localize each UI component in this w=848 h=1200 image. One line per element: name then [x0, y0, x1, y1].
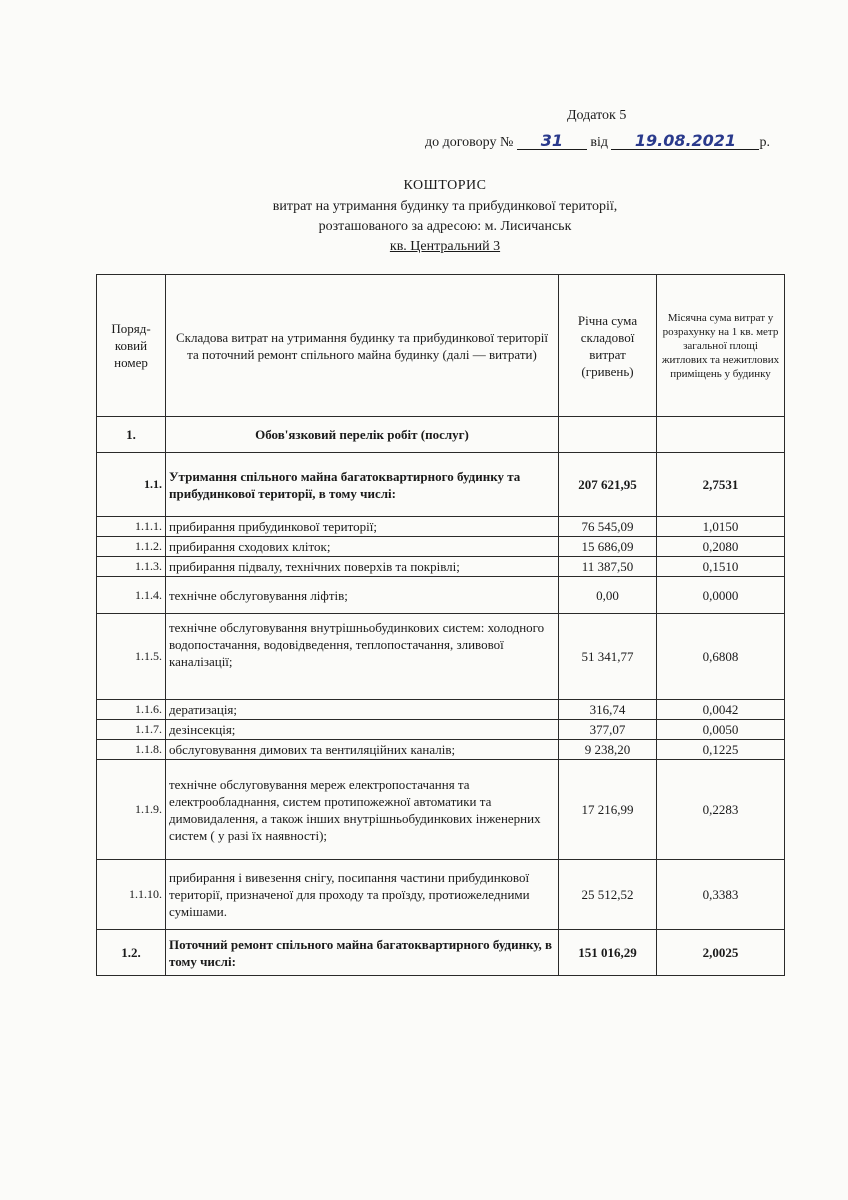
contract-prefix: до договору № [425, 135, 514, 150]
row-number: 1.2. [97, 930, 166, 976]
row-name: прибирання прибудинкової території; [166, 517, 559, 537]
row-number: 1.1.10. [97, 860, 166, 930]
table-row [97, 740, 785, 760]
row-number: 1.1.8. [97, 740, 166, 760]
row-annual: 9 238,20 [559, 740, 657, 760]
row-monthly: 0,0050 [657, 720, 785, 740]
row-number: 1.1.4. [97, 577, 166, 614]
row-annual: 51 341,77 [559, 614, 657, 700]
row-name: технічне обслуговування внутрішньобудинкових систем: холодного водопостачання, водовідведення, теплопостачання, зливової каналізації; [166, 614, 559, 700]
table-row [97, 453, 785, 517]
date-suffix: р. [759, 135, 770, 150]
row-name: технічне обслуговування ліфтів; [166, 577, 559, 614]
table-row [97, 517, 785, 537]
row-annual: 17 216,99 [559, 760, 657, 860]
row-monthly: 2,7531 [657, 453, 785, 517]
header-annual: Річна сума складової витрат (гривень) [559, 275, 657, 417]
row-name: Утримання спільного майна багатоквартирного будинку та прибудинкової території, в тому числі: [166, 453, 559, 517]
row-monthly: 1,0150 [657, 517, 785, 537]
date-prefix: від [590, 135, 608, 150]
row-monthly: 0,2080 [657, 537, 785, 557]
row-number: 1.1.9. [97, 760, 166, 860]
row-name: дезінсекція; [166, 720, 559, 740]
row-number: 1.1.5. [97, 614, 166, 700]
appendix-label: Додаток 5 [567, 108, 627, 123]
table-row [97, 760, 785, 860]
row-monthly: 2,0025 [657, 930, 785, 976]
row-annual: 76 545,09 [559, 517, 657, 537]
row-number: 1.1.2. [97, 537, 166, 557]
row-annual: 25 512,52 [559, 860, 657, 930]
table-row [97, 557, 785, 577]
row-monthly: 0,0042 [657, 700, 785, 720]
table-header-row [97, 275, 785, 417]
row-monthly: 0,6808 [657, 614, 785, 700]
contract-number: 31 [517, 133, 587, 150]
row-number: 1.1.3. [97, 557, 166, 577]
row-number: 1. [97, 417, 166, 453]
row-name: прибирання і вивезення снігу, посипання частини прибудинкової території, призначеної для проходу та проїзду, протиожеледними сумішами. [166, 860, 559, 930]
row-number: 1.1. [97, 453, 166, 517]
title-line-3 [0, 239, 848, 255]
row-annual: 151 016,29 [559, 930, 657, 976]
table-row [97, 577, 785, 614]
address-underlined: кв. Центральний 3 [389, 239, 501, 254]
row-number: 1.1.1. [97, 517, 166, 537]
row-annual: 316,74 [559, 700, 657, 720]
row-name: прибирання підвалу, технічних поверхів та покрівлі; [166, 557, 559, 577]
table-row [97, 537, 785, 557]
row-monthly: 0,1225 [657, 740, 785, 760]
header-number: Поряд-ковий номер [97, 275, 166, 417]
table-row [97, 700, 785, 720]
row-monthly: 0,3383 [657, 860, 785, 930]
row-annual: 0,00 [559, 577, 657, 614]
row-monthly [657, 417, 785, 453]
row-name: Обов'язковий перелік робіт (послуг) [166, 417, 559, 453]
document-title: КОШТОРИС [403, 178, 487, 193]
row-name: прибирання сходових кліток; [166, 537, 559, 557]
row-name: дератизація; [166, 700, 559, 720]
table-row [97, 614, 785, 700]
table-row [97, 720, 785, 740]
row-annual: 377,07 [559, 720, 657, 740]
row-name: обслуговування димових та вентиляційних каналів; [166, 740, 559, 760]
row-number: 1.1.7. [97, 720, 166, 740]
row-monthly: 0,0000 [657, 577, 785, 614]
row-monthly: 0,1510 [657, 557, 785, 577]
row-annual: 207 621,95 [559, 453, 657, 517]
row-monthly: 0,2283 [657, 760, 785, 860]
table-row [97, 860, 785, 930]
header-monthly: Місячна сума витрат у розрахунку на 1 кв. метр загальної площі житлових та нежитлових приміщень у будинку [657, 275, 785, 417]
estimate-table [96, 274, 785, 976]
header-component: Складова витрат на утримання будинку та прибудинкової території та поточний ремонт спільного майна будинку (далі — витрати) [166, 275, 559, 417]
row-name: Поточний ремонт спільного майна багатоквартирного будинку, в тому числі: [166, 930, 559, 976]
row-number: 1.1.6. [97, 700, 166, 720]
title-line-1: витрат на утримання будинку та прибудинкової території, [272, 199, 618, 214]
row-annual [559, 417, 657, 453]
row-annual: 11 387,50 [559, 557, 657, 577]
title-line-2: розташованого за адресою: м. Лисичанськ [318, 219, 572, 234]
contract-date: 19.08.2021 [611, 133, 759, 150]
contract-line [425, 133, 770, 151]
row-annual: 15 686,09 [559, 537, 657, 557]
table-row [97, 930, 785, 976]
row-name: технічне обслуговування мереж електропостачання та електрообладнання, систем протипожежної автоматики та димовидалення, а також інших внутрішньобудинкових інженерних систем ( у разі їх наявності); [166, 760, 559, 860]
table-row [97, 417, 785, 453]
